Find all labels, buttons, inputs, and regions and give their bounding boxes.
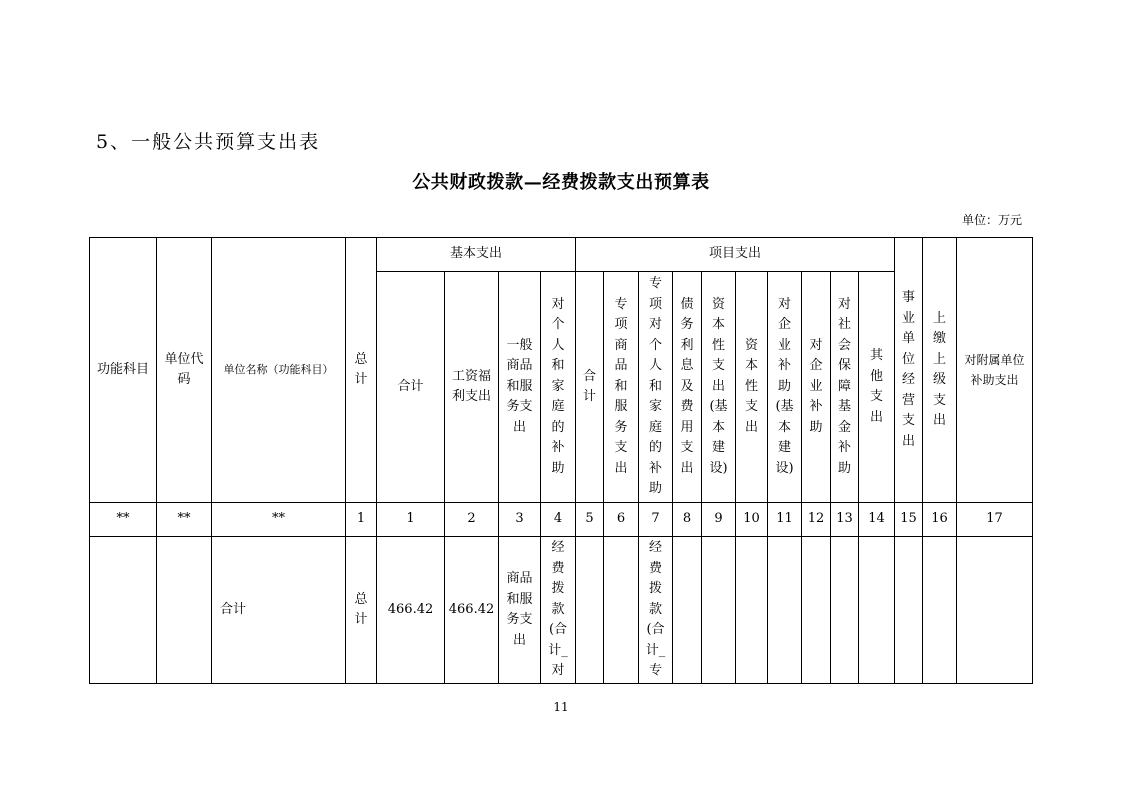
index-cell: 17: [957, 503, 1033, 537]
header-project-subtotal: [576, 272, 604, 503]
data-cell-institution-operating: [895, 537, 923, 684]
header-debt-interest: [673, 272, 702, 503]
data-cell-remit-to-superior: [923, 537, 957, 684]
index-cell: 12: [802, 503, 831, 537]
index-cell: **: [157, 503, 212, 537]
budget-expenditure-table: [89, 237, 1033, 684]
header-label: 债务利息及费用支出: [680, 296, 694, 476]
header-label: 专项对个人和家庭的补助: [649, 276, 663, 497]
data-cell-text: 经费拨款(合计_专: [645, 540, 666, 678]
header-label: 功能科目: [96, 361, 149, 377]
data-cell-value: 466.42: [448, 601, 495, 617]
index-cell: 10: [736, 503, 768, 537]
unit-label: 单位：万元: [961, 213, 1022, 227]
header-label: 资本性支出(基本建设): [709, 296, 728, 476]
header-label: 对企业补助: [809, 337, 823, 435]
index-cell: 15: [895, 503, 923, 537]
header-label: 上缴上级支出: [933, 310, 947, 428]
header-enterprise-subsidies: [802, 272, 831, 503]
header-label: 其他支出: [870, 348, 884, 425]
index-cell: 16: [923, 503, 957, 537]
index-cell: 11: [768, 503, 802, 537]
index-cell: 4: [541, 503, 576, 537]
header-label: 单位名称（功能科目）: [223, 362, 334, 376]
data-cell-other-expenditure: [859, 537, 895, 684]
header-group-label: 基本支出: [450, 246, 503, 262]
header-wages-benefits: [445, 272, 499, 503]
header-remit-to-superior: [923, 238, 957, 503]
data-cell-grand-total: [346, 537, 377, 684]
header-label: 资本性支出: [745, 337, 759, 435]
data-cell-text: 总计: [354, 591, 368, 627]
index-row: [90, 503, 1033, 537]
header-special-goods-services: [604, 272, 639, 503]
header-enterprise-subsidies-construction: [768, 272, 802, 503]
data-cell-text: 经费拨款(合计_对: [548, 540, 568, 678]
header-label: 单位代码: [164, 351, 204, 387]
header-household-subsidies: [541, 272, 576, 503]
page-number: 11: [553, 700, 569, 714]
header-other-expenditure: [859, 272, 895, 503]
index-cell: 14: [859, 503, 895, 537]
header-label: 工资福利支出: [451, 368, 491, 404]
header-subsidies-to-affiliates: [957, 238, 1033, 503]
index-cell: 3: [499, 503, 541, 537]
data-cell-wages-benefits: [445, 537, 499, 684]
header-label: 专项商品和服务支出: [614, 296, 628, 476]
index-cell: **: [90, 503, 157, 537]
index-cell: **: [212, 503, 346, 537]
header-group-label: 项目支出: [709, 246, 762, 262]
index-cell: 8: [673, 503, 702, 537]
data-cell-affiliate-subsidies: [957, 537, 1033, 684]
header-label: 合计: [397, 378, 424, 394]
data-cell-basic-subtotal: [377, 537, 445, 684]
data-cell-unit-code: [157, 537, 212, 684]
header-capital-expenditure: [736, 272, 768, 503]
data-cell-project-subtotal: [576, 537, 604, 684]
header-group-project-expenditure: [576, 238, 895, 272]
data-cell-enterprise-subsidies: [802, 537, 831, 684]
data-cell-social-security-subsidies: [831, 537, 859, 684]
header-capital-expenditure-construction: [702, 272, 736, 503]
header-institution-operating-expenditure: [895, 238, 923, 503]
header-basic-subtotal: [377, 272, 445, 503]
header-label: 合计: [583, 368, 597, 404]
index-cell: 7: [639, 503, 673, 537]
index-cell: 2: [445, 503, 499, 537]
table-title: 公共财政拨款—经费拨款支出预算表: [412, 172, 710, 193]
header-label: 总计: [354, 351, 368, 387]
header-group-basic-expenditure: [377, 238, 576, 272]
header-label: 事业单位经营支出: [902, 290, 916, 449]
data-cell-text: 商品和服务支出: [506, 571, 533, 648]
header-row-groups: [90, 238, 1033, 272]
data-cell-unit-name: [212, 537, 346, 684]
data-cell-text: 合计: [220, 601, 247, 617]
data-cell-enterprise-subsidies-construction: [768, 537, 802, 684]
header-unit-name: [212, 238, 346, 503]
data-cell-functional-subject: [90, 537, 157, 684]
index-cell: 1: [346, 503, 377, 537]
header-special-household-subsidies: [639, 272, 673, 503]
data-cell-general-goods-services: [499, 537, 541, 684]
header-label: 对企业补助(基本建设): [775, 296, 794, 476]
index-cell: 1: [377, 503, 445, 537]
index-cell: 5: [576, 503, 604, 537]
header-label: 对社会保障基金补助: [838, 296, 852, 476]
header-label: 对个人和家庭的补助: [551, 296, 565, 476]
index-cell: 6: [604, 503, 639, 537]
data-cell-household-subsidies: [541, 537, 576, 684]
header-label: 一般商品和服务支出: [506, 337, 533, 435]
section-heading: 5、一般公共预算支出表: [96, 131, 321, 153]
data-cell-capital-expenditure: [736, 537, 768, 684]
table-row-total: [90, 537, 1033, 684]
index-cell: 9: [702, 503, 736, 537]
data-cell-special-goods-services: [604, 537, 639, 684]
header-label: 对附属单位补助支出: [964, 352, 1025, 387]
header-social-security-fund-subsidies: [831, 272, 859, 503]
data-cell-special-household-subsidies: [639, 537, 673, 684]
header-general-goods-services: [499, 272, 541, 503]
header-grand-total: [346, 238, 377, 503]
data-cell-capital-construction: [702, 537, 736, 684]
data-cell-value: 466.42: [387, 601, 434, 617]
header-functional-subject: [90, 238, 157, 503]
header-unit-code: [157, 238, 212, 503]
index-cell: 13: [831, 503, 859, 537]
data-cell-debt-interest: [673, 537, 702, 684]
